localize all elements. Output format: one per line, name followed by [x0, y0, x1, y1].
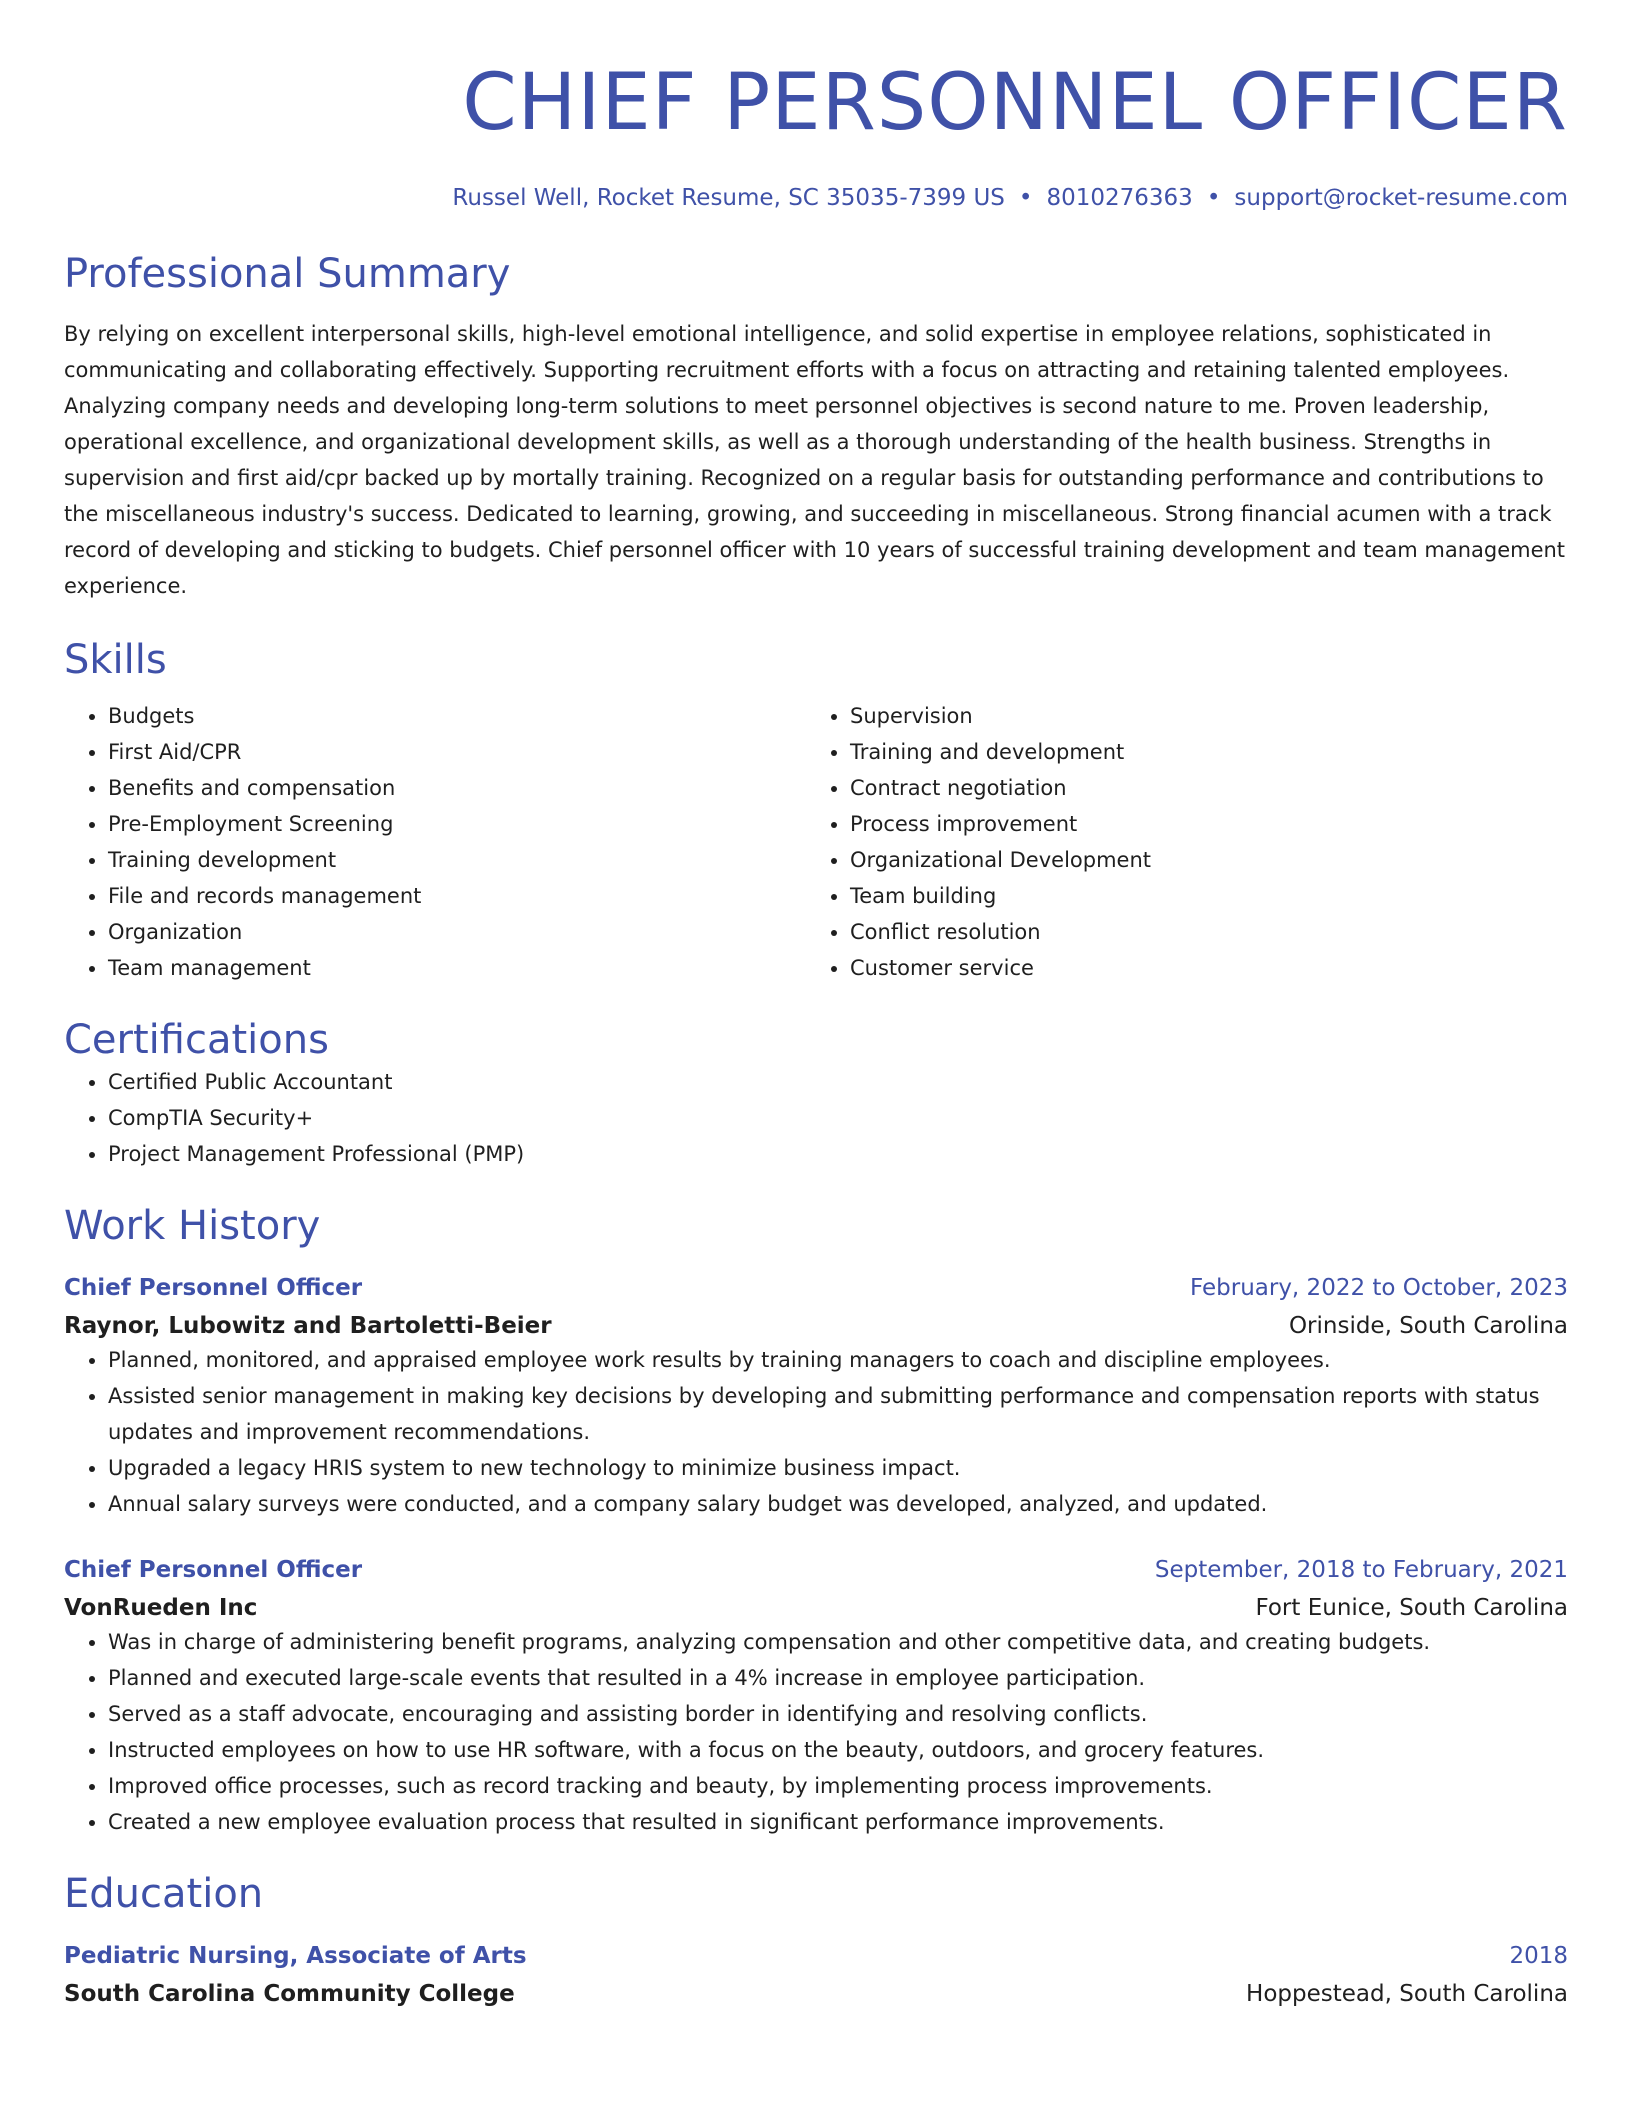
job-header	[64, 1272, 1568, 1304]
education-entry	[64, 1940, 1568, 2010]
job-subheader	[64, 1592, 1568, 1624]
summary-section	[64, 250, 1568, 604]
job-bullet: • Was in charge of administering benefit programs, analyzing compensation and other competitive data, and creating budgets.	[108, 1624, 1568, 1660]
skill-item: • Supervision	[850, 698, 1548, 734]
job-entry	[64, 1554, 1568, 1840]
summary-heading: Professional Summary	[64, 251, 511, 297]
job-bullet: • Served as a staff advocate, encouraging and assisting border in identifying and resolving conflicts.	[108, 1696, 1568, 1732]
education-section	[64, 1870, 1568, 2010]
skills-list-left	[64, 698, 806, 986]
contact-address: Russel Well, Rocket Resume, SC 35035-7399 US	[452, 185, 1005, 211]
job-bullet: • Planned, monitored, and appraised employee work results by training managers to coach and discipline employees.	[108, 1342, 1568, 1378]
resume-title: CHIEF PERSONNEL OFFICER	[462, 58, 1568, 148]
contact-line	[64, 184, 1568, 212]
job-location: Fort Eunice, South Carolina	[1255, 1595, 1568, 1621]
job-location: Orinside, South Carolina	[1288, 1313, 1568, 1339]
work-history-heading: Work History	[64, 1203, 321, 1249]
summary-text: By relying on excellent interpersonal skills, high-level emotional intelligence, and solid expertise in employee relations, sophisticated in communicating and collaborating effectively. Supporting recruitment efforts with a focus on attracting and retaining talented employees. Analyzing company needs and developing long-term solutions to meet personnel objectives is second nature to me. Proven leadership, operational excellence, and organizational development skills, as well as a thorough understanding of the health business. Strengths in supervision and first aid/cpr backed up by mortally training. Recognized on a regular basis for outstanding performance and contributions to the miscellaneous industry's success. Dedicated to learning, growing, and succeeding in miscellaneous. Strong financial acumen with a track record of developing and sticking to budgets. Chief personnel officer with 10 years of successful training development and team management experience.	[64, 322, 1566, 598]
skills-section	[64, 636, 1568, 986]
education-year: 2018	[1509, 1943, 1568, 1969]
education-school: South Carolina Community College	[64, 1981, 515, 2007]
job-bullet: • Improved office processes, such as record tracking and beauty, by implementing process improvements.	[108, 1768, 1568, 1804]
work-history-section	[64, 1202, 1568, 1840]
contact-phone: 8010276363	[1046, 185, 1193, 211]
certifications-heading: Certifications	[64, 1017, 329, 1063]
contact-email: support@rocket-resume.com	[1234, 185, 1568, 211]
skill-item: • Organizational Development	[850, 842, 1548, 878]
skill-item: • Team management	[108, 950, 806, 986]
skill-item: • Pre-Employment Screening	[108, 806, 806, 842]
certification-item: • Project Management Professional (PMP)	[108, 1136, 1568, 1172]
job-role: Chief Personnel Officer	[64, 1557, 363, 1583]
skill-item: • File and records management	[108, 878, 806, 914]
skill-item: • Contract negotiation	[850, 770, 1548, 806]
job-company: VonRueden Inc	[64, 1595, 258, 1621]
contact-separator: •	[1206, 185, 1221, 211]
certifications-section	[64, 1016, 1568, 1172]
skills-heading: Skills	[64, 637, 167, 683]
education-heading: Education	[64, 1871, 264, 1917]
skill-item: • Customer service	[850, 950, 1548, 986]
job-dates: September, 2018 to February, 2021	[1154, 1557, 1568, 1583]
job-role: Chief Personnel Officer	[64, 1275, 363, 1301]
job-bullet: • Planned and executed large-scale events that resulted in a 4% increase in employee participation.	[108, 1660, 1568, 1696]
contact-separator: •	[1018, 185, 1033, 211]
job-bullet: • Created a new employee evaluation process that resulted in significant performance improvements.	[108, 1804, 1568, 1840]
skill-item: • First Aid/CPR	[108, 734, 806, 770]
job-company: Raynor, Lubowitz and Bartoletti-Beier	[64, 1313, 552, 1339]
skills-column-right	[806, 698, 1548, 986]
job-subheader	[64, 1310, 1568, 1342]
skill-item: • Training development	[108, 842, 806, 878]
skill-item: • Team building	[850, 878, 1548, 914]
job-bullets	[64, 1342, 1568, 1522]
skills-grid	[64, 698, 1568, 986]
job-entry	[64, 1272, 1568, 1522]
certification-item: • Certified Public Accountant	[108, 1064, 1568, 1100]
certifications-list	[64, 1064, 1568, 1172]
job-header	[64, 1554, 1568, 1586]
skill-item: • Organization	[108, 914, 806, 950]
education-location: Hoppestead, South Carolina	[1246, 1981, 1568, 2007]
job-dates: February, 2022 to October, 2023	[1190, 1275, 1568, 1301]
job-bullet: • Assisted senior management in making key decisions by developing and submitting performance and compensation reports with status updates and improvement recommendations.	[108, 1378, 1568, 1450]
skills-column-left	[64, 698, 806, 986]
job-bullet: • Instructed employees on how to use HR software, with a focus on the beauty, outdoors, and grocery features.	[108, 1732, 1568, 1768]
skill-item: • Benefits and compensation	[108, 770, 806, 806]
job-bullet: • Upgraded a legacy HRIS system to new technology to minimize business impact.	[108, 1450, 1568, 1486]
resume-header	[64, 56, 1568, 212]
job-bullet: • Annual salary surveys were conducted, and a company salary budget was developed, analyzed, and updated.	[108, 1486, 1568, 1522]
skill-item: • Conflict resolution	[850, 914, 1548, 950]
skill-item: • Training and development	[850, 734, 1548, 770]
skill-item: • Process improvement	[850, 806, 1548, 842]
education-subheader	[64, 1978, 1568, 2010]
skill-item: • Budgets	[108, 698, 806, 734]
skills-list-right	[806, 698, 1548, 986]
education-degree: Pediatric Nursing, Associate of Arts	[64, 1943, 527, 1969]
job-bullets	[64, 1624, 1568, 1840]
education-header	[64, 1940, 1568, 1972]
certification-item: • CompTIA Security+	[108, 1100, 1568, 1136]
